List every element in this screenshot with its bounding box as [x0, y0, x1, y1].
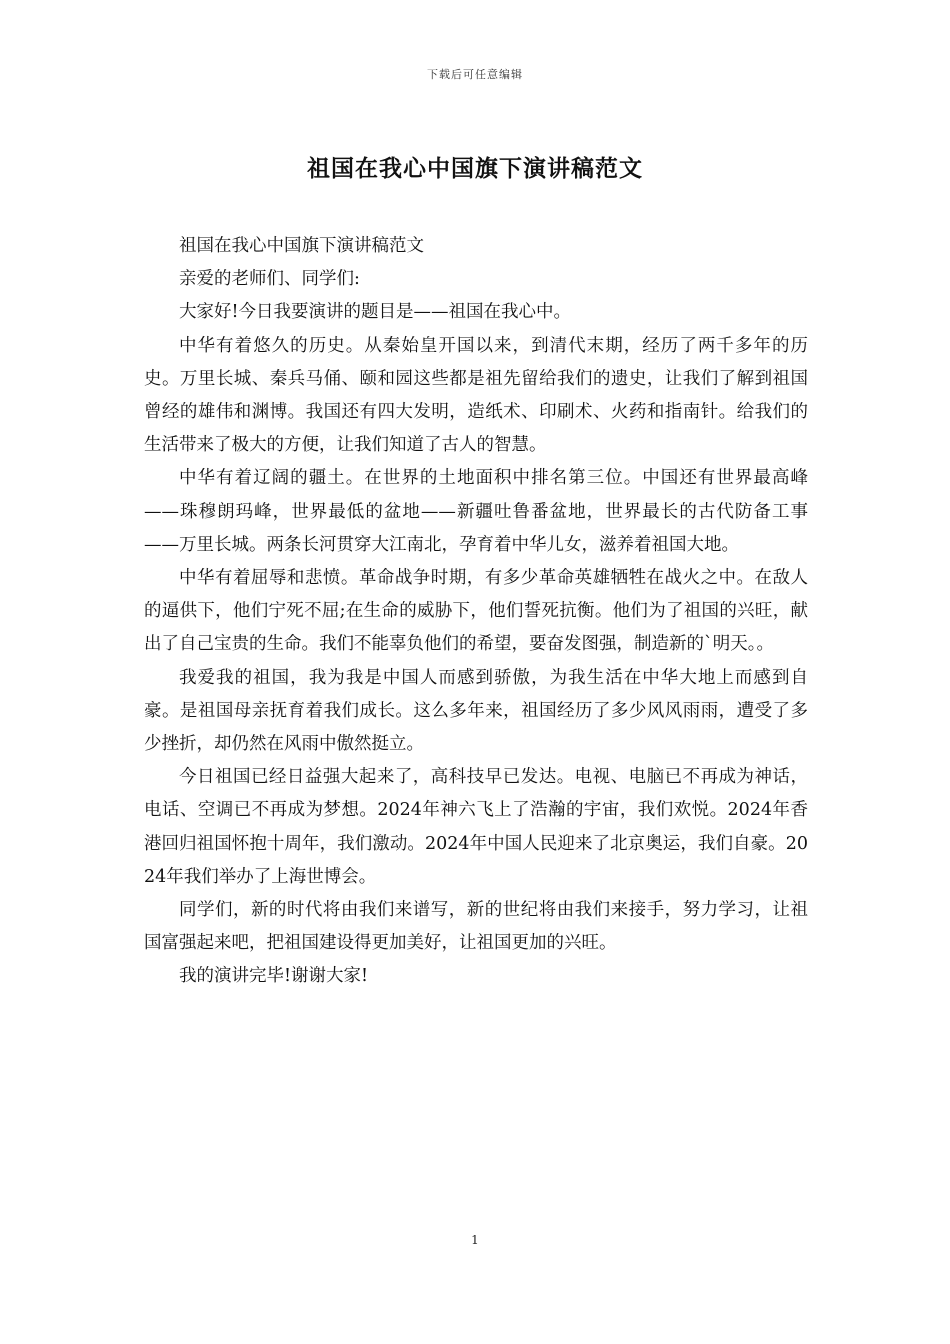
document-body [144, 230, 808, 994]
paragraph-history: 中华有着悠久的历史。从秦始皇开国以来，到清代末期，经历了两千多年的历史。万里长城、秦兵马俑、颐和园这些都是祖先留给我们的遗史，让我们了解到祖国曾经的雄伟和渊博。我国还有四大发明，造纸术、印刷术、火药和指南针。给我们的生活带来了极大的方便，让我们知道了古人的智慧。 [144, 335, 808, 456]
header-note: 下载后可任意编辑 [427, 68, 523, 81]
paragraph-pride: 我爱我的祖国，我为我是中国人而感到骄傲，为我生活在中华大地上而感到自豪。是祖国母亲抚育着我们成长。这么多年来，祖国经历了多少风风雨雨，遭受了多少挫折，却仍然在风雨中傲然挺立。 [144, 667, 808, 755]
paragraph-humiliation: 中华有着屈辱和悲愤。革命战争时期，有多少革命英雄牺牲在战火之中。在敌人的逼供下，他们宁死不屈;在生命的威胁下，他们誓死抗衡。他们为了祖国的兴旺，献出了自己宝贵的生命。我们不能辜负他们的希望，要奋发图强，制造新的`明天。。 [144, 568, 808, 655]
document-title: 祖国在我心中国旗下演讲稿范文 [307, 155, 643, 182]
paragraph-territory: 中华有着辽阔的疆土。在世界的土地面积中排名第三位。中国还有世界最高峰——珠穆朗玛峰，世界最低的盆地——新疆吐鲁番盆地，世界最长的古代防备工事——万里长城。两条长河贯穿大江南北，孕育着中华儿女，滋养着祖国大地。 [144, 468, 808, 555]
paragraph-opening: 大家好!今日我要演讲的题目是——祖国在我心中。 [179, 302, 572, 323]
paragraph-call-to-action: 同学们，新的时代将由我们来谱写，新的世纪将由我们来接手，努力学习，让祖国富强起来吧，把祖国建设得更加美好，让祖国更加的兴旺。 [144, 900, 808, 954]
paragraph-closing: 我的演讲完毕!谢谢大家! [179, 966, 369, 987]
paragraph-greeting: 亲爱的老师们、同学们: [179, 269, 360, 290]
paragraph-development: 今日祖国已经日益强大起来了，高科技早已发达。电视、电脑已不再成为神话，电话、空调已不再成为梦想。2024年神六飞上了浩瀚的宇宙，我们欢悦。2024年香港回归祖国怀抱十周年，我们激动。2024年中国人民迎来了北京奥运，我们自豪。2024年我们举办了上海世博会。 [144, 767, 808, 887]
paragraph-subtitle: 祖国在我心中国旗下演讲稿范文 [179, 236, 424, 256]
page-number: 1 [471, 1233, 479, 1247]
